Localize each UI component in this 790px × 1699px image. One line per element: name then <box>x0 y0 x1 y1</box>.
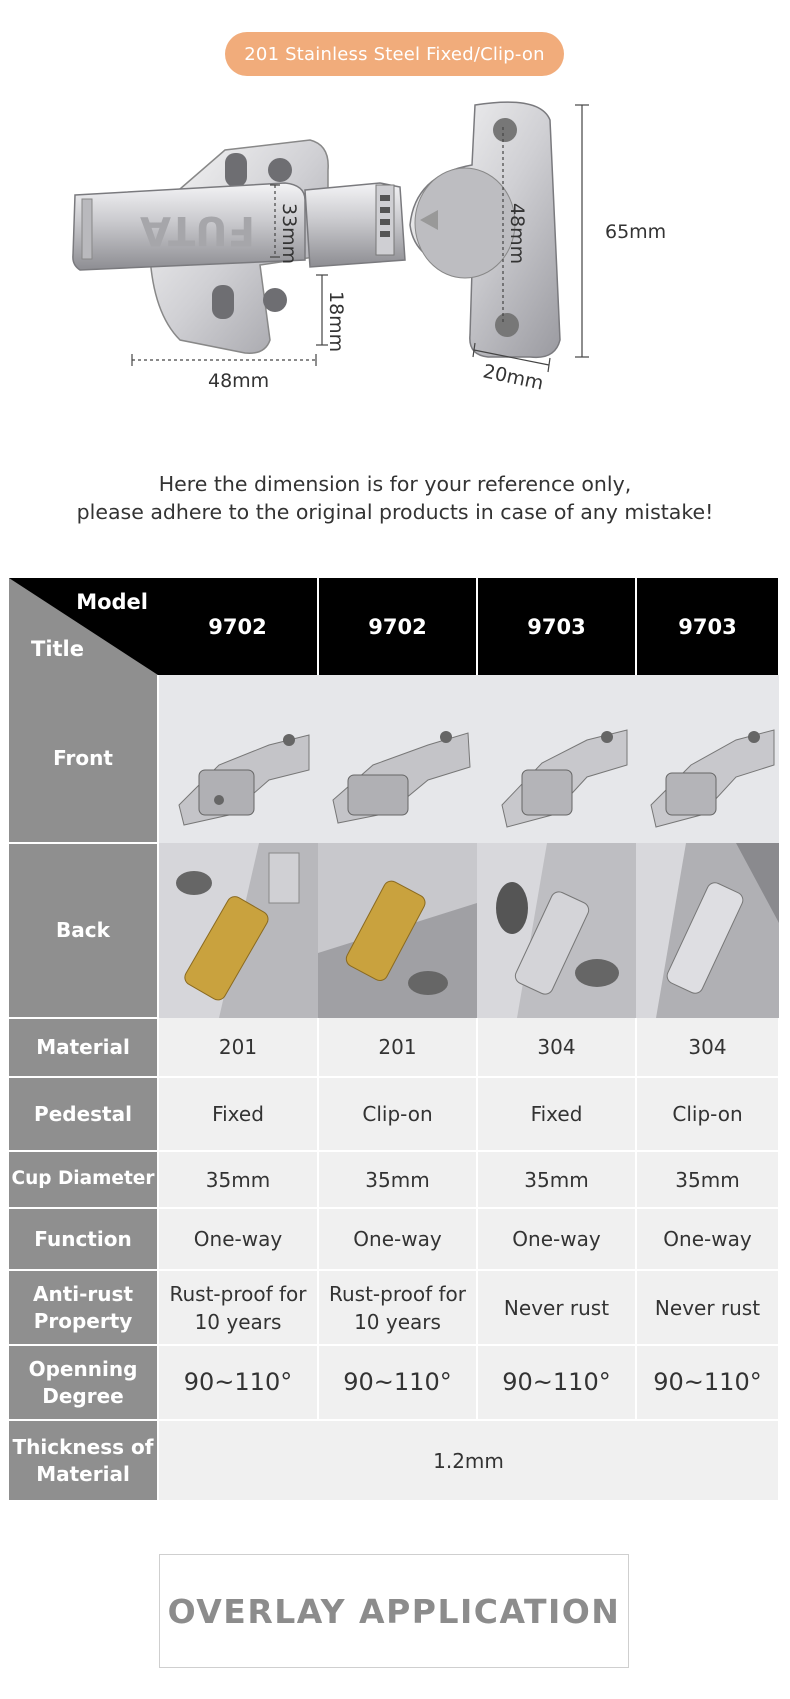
pedestal-value: Fixed <box>477 1077 636 1151</box>
opening-degree-value: 90~110° <box>477 1345 636 1420</box>
anti-rust-label-line-2: Property <box>33 1308 133 1333</box>
table-row <box>9 1420 779 1500</box>
pedestal-value: Clip-on <box>636 1077 779 1151</box>
cup-diameter-value: 35mm <box>636 1151 779 1208</box>
corner-title-label: Title <box>31 637 85 661</box>
front-photo-9702-fixed <box>158 675 318 843</box>
dim-20mm-label: 20mm <box>480 360 546 395</box>
opening-degree-value: 90~110° <box>158 1345 318 1420</box>
row-label-opening-degree <box>9 1345 158 1420</box>
cup-diameter-value: 35mm <box>318 1151 477 1208</box>
product-badge: 201 Stainless Steel Fixed/Clip-on <box>225 32 564 76</box>
dim-33mm-label: 33mm <box>278 203 300 265</box>
thickness-value: 1.2mm <box>158 1420 779 1500</box>
anti-rust-value: Rust-proof for 10 years <box>158 1270 318 1345</box>
cup-diameter-value: 35mm <box>158 1151 318 1208</box>
anti-rust-value: Never rust <box>477 1270 636 1345</box>
pedestal-value: Clip-on <box>318 1077 477 1151</box>
anti-rust-label-line-1: Anti-rust <box>33 1281 133 1306</box>
model-header: 9702 <box>318 578 477 675</box>
function-value: One-way <box>158 1208 318 1270</box>
material-value: 304 <box>477 1018 636 1077</box>
back-photo-9703-fixed <box>477 843 636 1018</box>
spec-table <box>9 578 780 1500</box>
dim-48mm-horizontal-label: 48mm <box>208 370 270 392</box>
row-label-front: Front <box>9 675 158 843</box>
cup-diameter-value: 35mm <box>477 1151 636 1208</box>
function-value: One-way <box>318 1208 477 1270</box>
table-row <box>9 675 779 843</box>
overlay-application-button[interactable]: OVERLAY APPLICATION <box>159 1554 629 1668</box>
back-photo-9702-clipon <box>318 843 477 1018</box>
material-value: 201 <box>158 1018 318 1077</box>
table-row <box>9 1345 779 1420</box>
front-photo-9703-clipon <box>636 675 779 843</box>
anti-rust-value: Never rust <box>636 1270 779 1345</box>
hinge-dimension-diagram <box>70 95 730 435</box>
row-label-thickness <box>9 1420 158 1500</box>
row-label-material: Material <box>9 1018 158 1077</box>
table-row <box>9 843 779 1018</box>
dim-18mm-label: 18mm <box>325 291 347 353</box>
table-row <box>9 1077 779 1151</box>
model-header: 9702 <box>158 578 318 675</box>
model-header: 9703 <box>636 578 779 675</box>
opening-label-line-2: Degree <box>42 1383 124 1408</box>
function-value: One-way <box>636 1208 779 1270</box>
dim-65mm-label: 65mm <box>605 221 667 243</box>
row-label-back: Back <box>9 843 158 1018</box>
corner-model-label: Model <box>76 590 148 614</box>
function-value: One-way <box>477 1208 636 1270</box>
row-label-cup-diameter: Cup Diameter <box>9 1151 158 1208</box>
table-row <box>9 1208 779 1270</box>
opening-label-line-1: Openning <box>28 1356 138 1381</box>
front-photo-9702-clipon <box>318 675 477 843</box>
front-photo-9703-fixed <box>477 675 636 843</box>
opening-degree-value: 90~110° <box>318 1345 477 1420</box>
corner-cell <box>9 578 158 675</box>
material-value: 201 <box>318 1018 477 1077</box>
anti-rust-value: Rust-proof for 10 years <box>318 1270 477 1345</box>
model-header: 9703 <box>477 578 636 675</box>
hinge-arm <box>73 183 405 270</box>
back-photo-9703-clipon <box>636 843 779 1018</box>
pedestal-value: Fixed <box>158 1077 318 1151</box>
back-photo-9702-fixed <box>158 843 318 1018</box>
table-row <box>9 1151 779 1208</box>
thickness-label-line-1: Thickness of <box>12 1434 154 1459</box>
table-header-row <box>9 578 779 675</box>
hinge-cup <box>410 102 560 357</box>
thickness-label-line-2: Material <box>36 1461 130 1486</box>
disclaimer-line-2: please adhere to the original products in case of any mistake! <box>76 500 714 524</box>
material-value: 304 <box>636 1018 779 1077</box>
dim-48mm-vertical-label: 48mm <box>506 203 528 265</box>
disclaimer-line-1: Here the dimension is for your reference only, <box>158 472 632 496</box>
table-row <box>9 1018 779 1077</box>
row-label-anti-rust <box>9 1270 158 1345</box>
row-label-pedestal: Pedestal <box>9 1077 158 1151</box>
opening-degree-value: 90~110° <box>636 1345 779 1420</box>
table-row <box>9 1270 779 1345</box>
logo-text: FUTA <box>140 207 255 253</box>
row-label-function: Function <box>9 1208 158 1270</box>
